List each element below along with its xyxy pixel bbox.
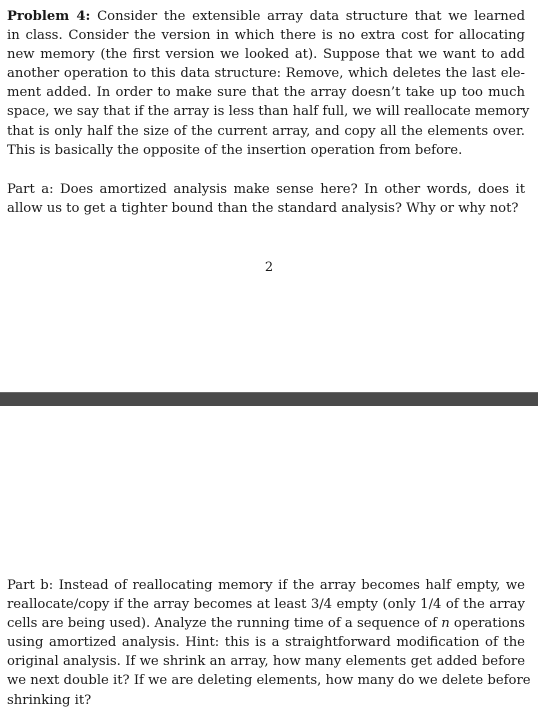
- problem-text-line: space, we say that if the array is less than half full, we will reallocate memory: [7, 104, 530, 120]
- problem-text-line: that is only half the size of the current array, and copy all the elements over.: [7, 123, 525, 139]
- part-a-text-line: Part a: Does amortized analysis make sense here? In other words, does it: [7, 182, 525, 197]
- problem-text-line: in class. Consider the version in which there is no extra cost for allocating: [7, 28, 525, 44]
- problem-text-line: new memory (the first version we looked at). Suppose that we want to add: [7, 47, 525, 63]
- part-b-text-line: we next double it? If we are deleting elements, how many do we delete before: [7, 673, 531, 689]
- page-number: 2: [264, 260, 274, 275]
- part-b-text-line: reallocate/copy if the array becomes at least 3/4 empty (only 1/4 of the array: [7, 597, 525, 613]
- part-b-paragraph: [7, 576, 531, 710]
- part-b-text-line: Part b: Instead of reallocating memory if the array becomes half empty, we: [7, 578, 525, 593]
- problem-4-paragraph: [7, 7, 530, 160]
- part-b-text-line: cells are being used). Analyze the running time of a sequence of: [7, 616, 442, 632]
- part-b-text-line: original analysis. If we shrink an array, how many elements get added before: [7, 654, 525, 670]
- problem-text-line: another operation to this data structure: Remove, which deletes the last ele-: [7, 66, 525, 82]
- part-a-text-line: allow us to get a tighter bound than the standard analysis? Why or why not?: [7, 201, 519, 217]
- problem-text-line: Consider the extensible array data structure that we learned: [90, 9, 526, 24]
- part-b-text-line: operations: [449, 616, 525, 632]
- problem-text-line: ment added. In order to make sure that the array doesn’t take up too much: [7, 85, 525, 101]
- page-separator: [0, 392, 538, 406]
- part-b-text-line: shrinking it?: [7, 692, 92, 708]
- part-b-text-line: using amortized analysis. Hint: this is a straightforward modification of the: [7, 635, 525, 651]
- problem-text-line: This is basically the opposite of the insertion operation from before.: [7, 142, 463, 158]
- problem-heading: Problem 4:: [7, 9, 91, 24]
- variable-n: n: [441, 616, 450, 632]
- part-a-paragraph: [7, 180, 525, 218]
